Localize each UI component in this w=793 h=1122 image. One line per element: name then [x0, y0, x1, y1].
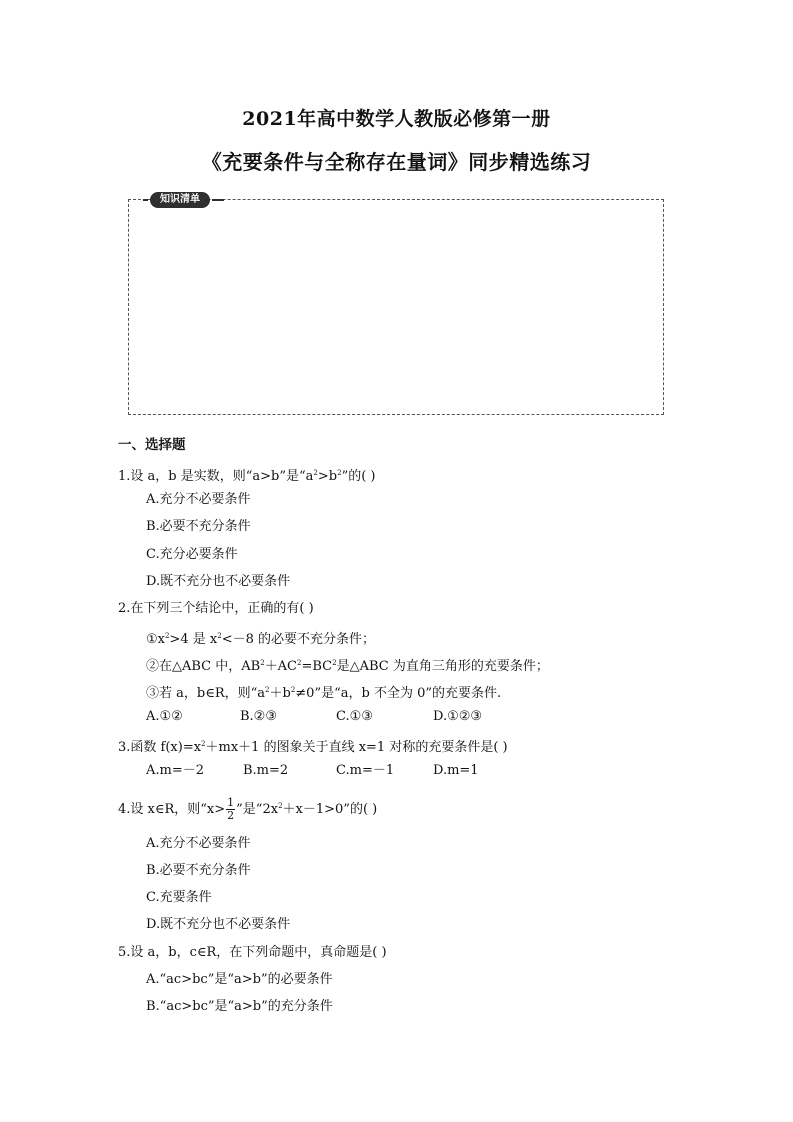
question-1-option-c: C.充分必要条件 — [146, 547, 238, 562]
question-5-stem: 5.设 a，b，c∈R，在下列命题中，真命题是( ) — [118, 945, 387, 960]
question-2-stem: 2.在下列三个结论中，正确的有( ) — [118, 601, 314, 616]
question-1-option-a: A.充分不必要条件 — [146, 492, 251, 507]
question-2-statement-3: ③若 a，b∈R，则“$a^2+b^2\ne 0$”是“a，b 不全为 0”的充要条件. — [146, 686, 502, 701]
question-4-option-a: A.充分不必要条件 — [146, 836, 251, 851]
section-heading: 一、选择题 — [118, 437, 186, 453]
question-2-option-a: A.①② — [146, 709, 183, 724]
question-2-statement-2: ②在△ABC 中，$AB^2+AC^2=BC^2$是△ABC 为直角三角形的充要条件； — [146, 659, 549, 674]
document-title: 2021年高中数学人教版必修第一册 — [242, 108, 551, 130]
question-3-option-a: A.m=－2 — [146, 763, 205, 778]
fraction-one-half: $\frac{1}{2}$ — [227, 796, 235, 822]
question-5-option-b: B.“ac>bc”是“a>b”的充分条件 — [146, 999, 333, 1014]
question-4-stem: 4.设 x∈R，则“x> $\frac{1}{2}$ ”是“$2x^2+x-1>0$”的( ) — [118, 796, 378, 822]
question-3-option-c: C.m=－1 — [336, 763, 395, 778]
question-1-option-b: B.必要不充分条件 — [146, 519, 251, 534]
question-3-option-b: B.m=2 — [243, 763, 289, 778]
question-2-option-c: C.①③ — [336, 709, 373, 724]
question-2-option-b: B.②③ — [240, 709, 277, 724]
question-4-option-d: D.既不充分也不必要条件 — [146, 917, 291, 932]
knowledge-list-badge: 知识清单 — [150, 192, 210, 208]
question-3-option-d: D.m=1 — [433, 763, 479, 778]
knowledge-list-box — [128, 199, 664, 415]
question-4-option-b: B.必要不充分条件 — [146, 863, 251, 878]
question-1-option-d: D.既不充分也不必要条件 — [146, 574, 291, 589]
question-2-statement-1: $①x^2>4$ 是 $x^2<-8$ 的必要不充分条件； — [146, 632, 375, 647]
document-subtitle: 《充要条件与全称存在量词》同步精选练习 — [201, 150, 592, 174]
question-4-option-c: C.充要条件 — [146, 890, 212, 905]
question-1-stem: 1.设 a，b 是实数，则“a>b”是“$a^2>b^2$”的( ) — [118, 469, 376, 484]
question-2-option-d: D.①②③ — [433, 709, 483, 724]
question-5-option-a: A.“ac>bc”是“a>b”的必要条件 — [146, 972, 333, 987]
question-3-stem: 3.函数 $f(x)=x^2+mx+1$ 的图象关于直线 x=1 对称的充要条件是( ) — [118, 740, 508, 755]
